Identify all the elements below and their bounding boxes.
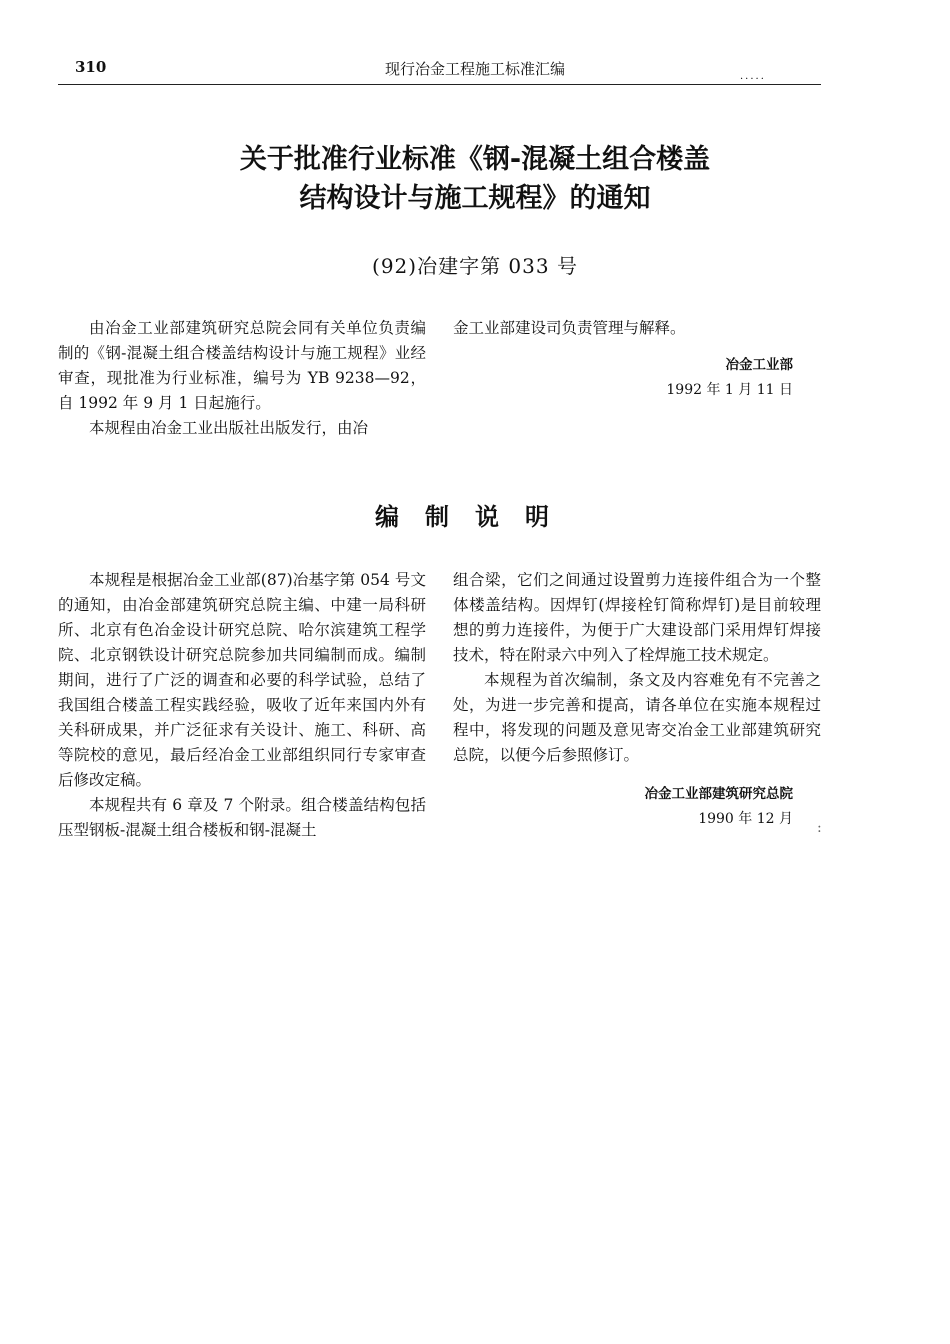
notice-paragraph-2-cont: 金工业部建设司负责管理与解释。 xyxy=(453,319,686,337)
notice-left-column xyxy=(58,316,426,441)
margin-mark: : xyxy=(817,820,822,836)
notice-paragraph-2: 本规程由冶金工业出版社出版发行，由冶 xyxy=(89,419,369,437)
header-dots-decoration: ····· xyxy=(740,74,766,85)
header-rule xyxy=(58,84,821,85)
page-number: 310 xyxy=(75,58,107,76)
notice-title-line-1: 关于批准行业标准《钢-混凝土组合楼盖 xyxy=(239,144,711,175)
running-title: 现行冶金工程施工标准汇编 xyxy=(384,60,565,78)
preface-paragraph-2: 本规程共有 6 章及 7 个附录。组合楼盖结构包括压型钢板-混凝土组合楼板和钢-混凝土 xyxy=(58,796,426,839)
preface-section-title: 编制说明 xyxy=(375,503,575,531)
preface-right-column xyxy=(453,568,821,832)
preface-signature-date: 1990 年 12 月 xyxy=(698,811,793,827)
notice-title xyxy=(0,140,950,218)
notice-paragraph-1: 由冶金工业部建筑研究总院会同有关单位负责编制的《钢-混凝土组合楼盖结构设计与施工规程》业经审查，现批准为行业标准，编号为 YB 9238—92，自 1992 年 9 月 1 日起施行。 xyxy=(58,319,426,412)
preface-signature-org: 冶金工业部建筑研究总院 xyxy=(644,786,793,802)
notice-signature-date: 1992 年 1 月 11 日 xyxy=(666,382,793,398)
notice-signature-org: 冶金工业部 xyxy=(725,357,793,373)
notice-doc-number: (92)冶建字第 033 号 xyxy=(372,254,578,278)
preface-left-column xyxy=(58,568,426,843)
preface-paragraph-1: 本规程是根据冶金工业部(87)冶基字第 054 号文的通知，由冶金部建筑研究总院主编、中建一局科研所、北京有色冶金设计研究总院、哈尔滨建筑工程学院、北京钢铁设计研究总院参加共同编制而成。编制期间，进行了广泛的调查和必要的科学试验，总结了我国组合楼盖工程实践经验，吸收了近年来国内外有关科研成果，并广泛征求有关设计、施工、科研、高等院校的意见，最后经冶金工业部组织同行专家审查后修改定稿。 xyxy=(58,571,426,789)
notice-title-line-2: 结构设计与施工规程》的通知 xyxy=(299,183,651,214)
preface-paragraph-3: 本规程为首次编制，条文及内容难免有不完善之处，为进一步完善和提高，请各单位在实施本规程过程中，将发现的问题及意见寄交冶金工业部建筑研究总院，以便今后参照修订。 xyxy=(453,671,821,764)
notice-right-column xyxy=(453,316,821,403)
preface-paragraph-2-cont: 组合梁，它们之间通过设置剪力连接件组合为一个整体楼盖结构。因焊钉(焊接栓钉简称焊钉)是目前较理想的剪力连接件，为便于广大建设部门采用焊钉焊接技术，特在附录六中列入了栓焊施工技术规定。 xyxy=(453,571,821,664)
